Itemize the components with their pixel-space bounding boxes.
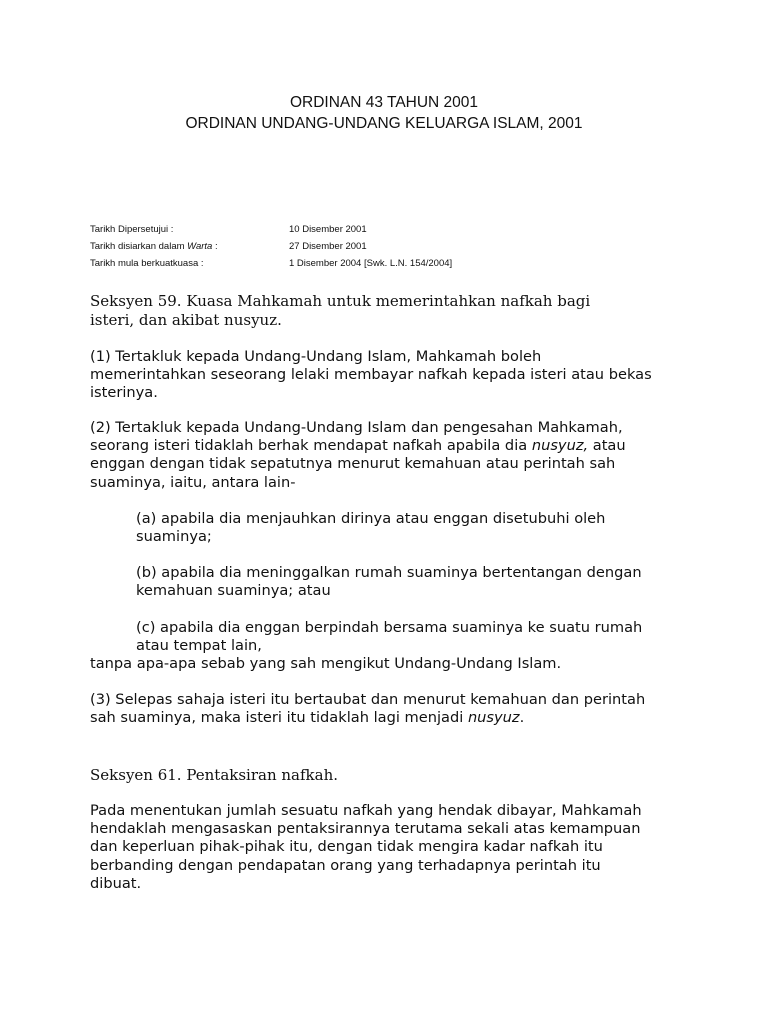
section-61-paragraph: Pada menentukan jumlah sesuatu nafkah yang hendak dibayar, Mahkamah hendaklah mengasaskan pentaksirannya terutama sekali atas kemampuan dan keperluan pihak-pihak itu, dengan tidak mengira kadar nafkah itu berbanding dengan pendapatan orang yang terhadapnya perintah itu dibuat. bbox=[90, 802, 642, 892]
meta-effective-value: 1 Disember 2004 [Swk. L.N. 154/2004] bbox=[289, 258, 453, 269]
section-59-paragraph-1: (1) Tertakluk kepada Undang-Undang Islam, Mahkamah boleh memerintahkan seseorang lelaki membayar nafkah kepada isteri atau bekas isterinya. bbox=[90, 348, 652, 402]
document-title: ORDINAN 43 TAHUN 2001 bbox=[289, 94, 479, 111]
meta-approved-label: Tarikh Dipersetujui : bbox=[90, 224, 174, 235]
section-59-item-b: (b) apabila dia meninggalkan rumah suaminya bertentangan dengan kemahuan suaminya; atau bbox=[136, 564, 642, 600]
section-59-heading: Seksyen 59. Kuasa Mahkamah untuk memerintahkan nafkah bagi isteri, dan akibat nusyuz. bbox=[90, 292, 591, 329]
document-subtitle: ORDINAN UNDANG-UNDANG KELUARGA ISLAM, 2001 bbox=[185, 115, 583, 132]
meta-published-label: Tarikh disiarkan dalam Warta : bbox=[90, 241, 218, 252]
section-61-heading: Seksyen 61. Pentaksiran nafkah. bbox=[90, 766, 339, 784]
meta-approved-value: 10 Disember 2001 bbox=[289, 224, 367, 235]
section-59-item-tail: tanpa apa-apa sebab yang sah mengikut Undang-Undang Islam. bbox=[90, 655, 562, 672]
section-59-paragraph-2: (2) Tertakluk kepada Undang-Undang Islam dan pengesahan Mahkamah, seorang isteri tidaklah berhak mendapat nafkah apabila dia nusyuz, atau enggan dengan tidak sepatutnya menurut kemahuan atau perintah sah suaminya, iaitu, antara lain- bbox=[90, 419, 626, 491]
section-59-item-c: (c) apabila dia enggan berpindah bersama suaminya ke suatu rumah atau tempat lain, bbox=[136, 619, 643, 655]
meta-published-value: 27 Disember 2001 bbox=[289, 241, 367, 252]
section-59-paragraph-3: (3) Selepas sahaja isteri itu bertaubat dan menurut kemahuan dan perintah sah suaminya, maka isteri itu tidaklah lagi menjadi nusyuz. bbox=[90, 691, 646, 727]
meta-effective-label: Tarikh mula berkuatkuasa : bbox=[90, 258, 204, 269]
section-59-item-a: (a) apabila dia menjauhkan dirinya atau enggan disetubuhi oleh suaminya; bbox=[136, 510, 606, 546]
